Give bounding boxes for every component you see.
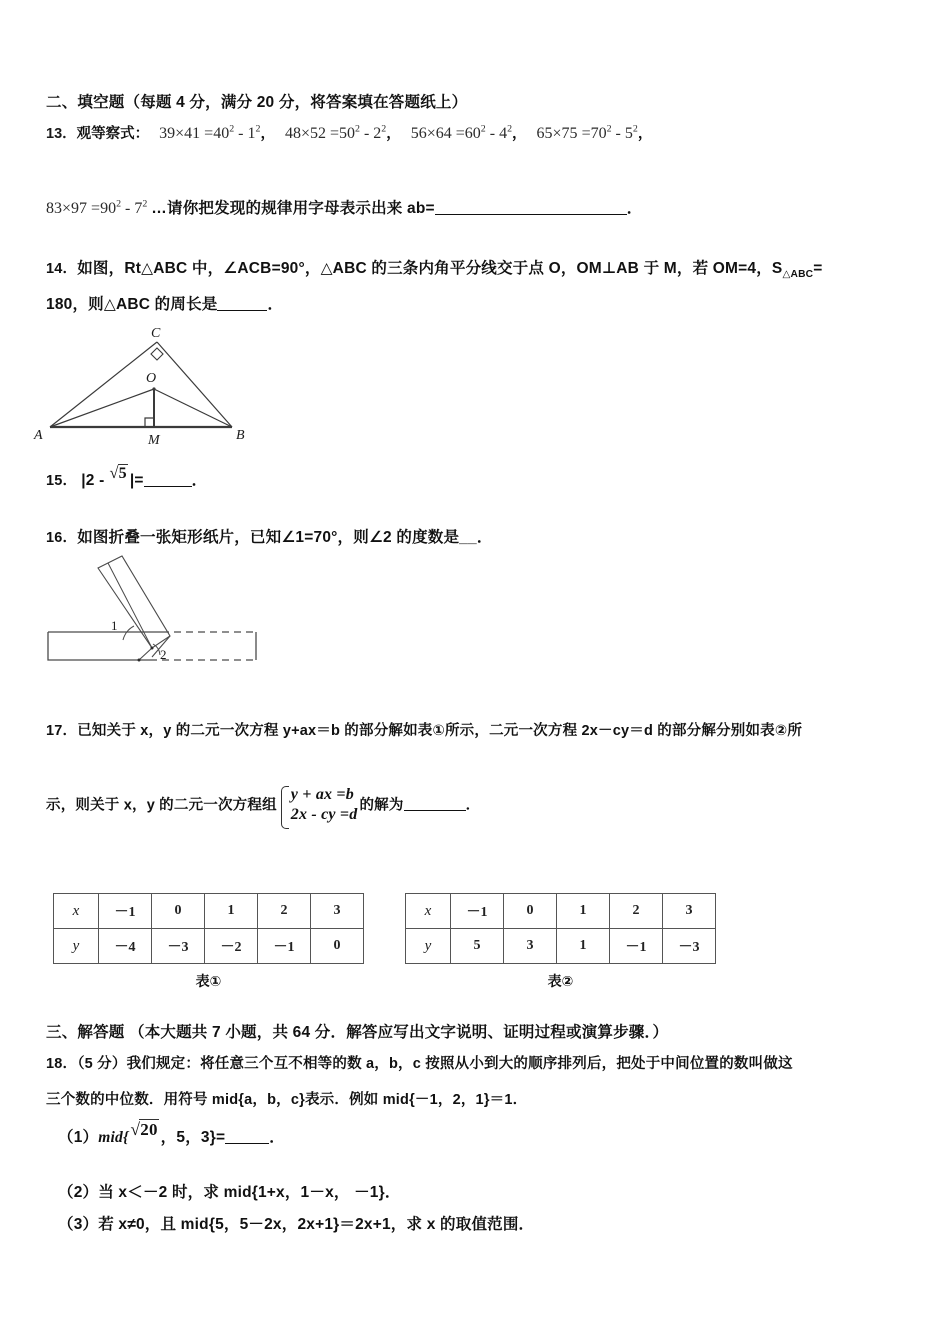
q13-number: 13．	[46, 126, 77, 142]
q13-eq5-exp2: 2	[142, 198, 148, 210]
q18-part1-radical	[131, 1120, 159, 1140]
q13-eq2-equals: =	[329, 125, 339, 142]
q18-part1-post: ，5，3}=	[160, 1129, 226, 1146]
q13-eq4-minus: -	[615, 125, 621, 142]
triangle-figure-svg	[30, 322, 280, 448]
question-18-part-2	[58, 1180, 401, 1202]
q15-answer-blank[interactable]	[144, 486, 192, 487]
q18-part1-radicand: 20	[140, 1120, 158, 1139]
q13-eq3-minus: -	[489, 125, 496, 142]
t1-row2-header: y	[54, 929, 99, 964]
q18-part1-answer-blank[interactable]	[225, 1143, 269, 1144]
question-17-line-2	[46, 785, 936, 826]
table-row	[54, 894, 364, 929]
label-C: C	[151, 326, 161, 341]
q13-eq4-equals: =	[581, 125, 591, 142]
t1-row1-cell-3: 2	[258, 894, 311, 929]
t2-row1-cell-3: 2	[610, 894, 663, 929]
t1-row1-cell-4: 3	[311, 894, 364, 929]
q13-eq4-left: 65×75	[536, 125, 578, 142]
question-15	[46, 463, 208, 490]
t2-row1-header: x	[406, 894, 451, 929]
label-M: M	[148, 433, 160, 448]
q15-radical-symbol: √	[109, 463, 119, 482]
q13-eq1-tail: ，	[260, 126, 275, 142]
section-three-heading	[46, 1020, 936, 1042]
fold-crease-line	[108, 563, 152, 648]
figure-right-triangle-incenter	[30, 322, 280, 448]
q13-eq2-base2: 2	[373, 125, 382, 142]
q16-period: ．	[476, 529, 493, 546]
t2-row2-cell-2: 1	[557, 929, 610, 964]
q13-eq2-exp1: 2	[355, 123, 360, 135]
q13-eq2-left: 48×52	[284, 125, 326, 142]
table-row	[406, 894, 716, 929]
q13-eq4-exp2: 2	[632, 123, 638, 135]
q13-eq5-exp1: 2	[116, 198, 122, 210]
q17-system-brace	[279, 785, 358, 826]
label-O: O	[146, 371, 157, 386]
q13-stem: 观等察式：	[76, 126, 150, 142]
table-2-wrapper	[405, 893, 716, 991]
question-16	[46, 525, 926, 547]
q13-eq4-exp1: 2	[606, 123, 612, 135]
q14-subscript: △ABC	[782, 269, 814, 281]
q13-period: ．	[626, 200, 643, 217]
question-18-line-1	[46, 1052, 936, 1073]
q13-eq3-exp1: 2	[480, 123, 486, 135]
q13-eq5-left: 83×97	[46, 200, 88, 217]
q13-eq1-left: 39×41	[159, 125, 201, 142]
label-B: B	[236, 428, 245, 443]
q13-eq3-equals: =	[455, 125, 465, 142]
q13-equation-1	[155, 125, 260, 142]
q13-tail-text: …请你把发现的规律用字母表示出来 ab=	[151, 200, 435, 217]
section-two-heading-text: 二、填空题（每题 4 分，满分 20 分，将答案填在答题纸上）	[46, 94, 468, 111]
t1-row2-cell-4: 0	[311, 929, 364, 964]
question-17-line-1	[46, 719, 936, 740]
q14-number: 14．	[46, 261, 78, 277]
table-2	[405, 893, 716, 964]
t1-row2-cell-3: －1	[258, 929, 311, 964]
q15-number: 15．	[46, 473, 78, 489]
q14-text-1: 如图，Rt△ABC 中，∠ACB=90°，△ABC 的三条内角平分线交于点 O，OM⊥AB 于 M，若 OM=4，S	[77, 260, 783, 277]
q13-eq1-base1: 40	[213, 125, 230, 142]
t1-row2-cell-1: －3	[152, 929, 205, 964]
q13-equation-4	[533, 125, 638, 142]
section-three-heading-text: 三、解答题 （本大题共 7 小题，共 64 分．解答应写出文字说明、证明过程或演算步骤．）	[46, 1024, 669, 1041]
q18-text-1: （5 分）我们规定：将任意三个互不相等的数 a，b，c 按照从小到大的顺序排列后，把处于中间位置的数叫做这	[77, 1056, 793, 1072]
q13-equation-2	[281, 125, 386, 142]
t2-row1-cell-1: 0	[504, 894, 557, 929]
figure-folded-paper	[40, 552, 280, 674]
q13-eq1-base2: 1	[247, 125, 256, 142]
q14-equals: =	[813, 260, 823, 277]
q14-period: ．	[267, 296, 284, 313]
question-18-part-1	[58, 1120, 285, 1147]
q15-expr-suffix: |=	[129, 472, 144, 489]
q13-equation-3	[407, 125, 512, 142]
q17-system-row-1: y + ax =b	[290, 786, 354, 803]
q14-text-2: 180，则△ABC 的周长是	[46, 296, 218, 313]
table-row	[54, 929, 364, 964]
point-O-dot	[152, 387, 155, 390]
q17-answer-blank[interactable]	[404, 810, 466, 811]
q17-text-1: 已知关于 x，y 的二元一次方程 y+ax＝b 的部分解如表①所示，二元一次方程 2x－cy＝d 的部分解分别如表②所	[77, 723, 803, 739]
q18-part2-text: （2）当 x＜－2 时，求 mid{1+x，1－x， －1}．	[58, 1184, 401, 1201]
q17-text-2-post: 的解为	[359, 797, 404, 814]
table-row	[406, 929, 716, 964]
q18-number: 18．	[46, 1056, 78, 1072]
q13-eq2-exp2: 2	[381, 123, 387, 135]
q13-eq3-base1: 60	[464, 125, 481, 142]
q13-eq3-left: 56×64	[410, 125, 452, 142]
q13-eq1-exp2: 2	[255, 123, 261, 135]
right-angle-mark-C	[151, 348, 163, 360]
t1-row1-cell-2: 1	[205, 894, 258, 929]
question-13-line-2	[46, 196, 926, 218]
segment-OB	[154, 389, 232, 427]
q18-text-2: 三个数的中位数．用符号 mid{a，b，c}表示．例如 mid{－1，2，1}＝1．	[46, 1092, 528, 1108]
t2-row1-cell-2: 1	[557, 894, 610, 929]
q13-eq3-tail: ，	[512, 126, 527, 142]
q13-eq3-base2: 4	[499, 125, 508, 142]
question-13-line-1	[46, 122, 926, 143]
t1-row2-cell-2: －2	[205, 929, 258, 964]
q13-eq2-tail: ，	[386, 126, 401, 142]
t2-row2-cell-0: 5	[451, 929, 504, 964]
q13-eq1-exp1: 2	[229, 123, 235, 135]
q14-answer-blank[interactable]	[217, 310, 267, 311]
t1-row1-header: x	[54, 894, 99, 929]
t1-row1-cell-1: 0	[152, 894, 205, 929]
q13-eq5-base2: 7	[134, 200, 143, 217]
t2-row2-cell-1: 3	[504, 929, 557, 964]
q18-part3-text: （3）若 x≠0，且 mid{5，5－2x，2x+1}＝2x+1，求 x 的取值范围．	[58, 1216, 535, 1233]
q13-eq2-base1: 50	[339, 125, 355, 142]
angle-1-arc	[123, 626, 134, 640]
t2-row1-cell-4: 3	[663, 894, 716, 929]
segment-AO	[50, 389, 154, 427]
q15-period: ．	[191, 472, 208, 489]
table-2-caption: 表②	[547, 973, 574, 989]
q13-eq5-base1: 90	[100, 200, 117, 217]
q13-eq5-equals: =	[91, 200, 101, 217]
q18-part1-period: ．	[269, 1129, 285, 1146]
base-vertex-dot	[138, 659, 141, 662]
q17-period: ．	[465, 797, 481, 814]
q13-eq1-equals: =	[204, 125, 214, 142]
label-A: A	[34, 428, 43, 443]
folded-flap	[98, 556, 170, 648]
label-angle-1: 1	[111, 618, 118, 633]
segment-AC	[50, 342, 157, 427]
t1-row1-cell-0: －1	[99, 894, 152, 929]
flap-leg-left	[139, 648, 152, 660]
q13-eq4-base2: 5	[624, 125, 633, 142]
q17-text-2-pre: 示，则关于 x，y 的二元一次方程组	[46, 797, 277, 814]
q13-eq2-minus: -	[363, 125, 370, 142]
question-14-line-2	[46, 292, 926, 314]
t2-row1-cell-0: －1	[451, 894, 504, 929]
t1-row2-cell-0: －4	[99, 929, 152, 964]
q15-expr-prefix: |2 -	[81, 472, 105, 489]
t2-row2-header: y	[406, 929, 451, 964]
section-two-heading	[46, 90, 926, 112]
q13-equation-5	[46, 200, 147, 217]
q13-eq5-minus: -	[125, 200, 131, 217]
strip-left-edges	[48, 632, 150, 660]
q18-part1-mid: mid{	[98, 1129, 129, 1146]
right-angle-mark-M	[145, 418, 154, 427]
t2-row2-cell-3: －1	[610, 929, 663, 964]
segment-CB	[157, 342, 232, 427]
q18-part1-prefix: （1）	[58, 1129, 99, 1146]
q13-eq3-exp2: 2	[507, 123, 513, 135]
q13-eq1-minus: -	[238, 125, 244, 142]
q17-number: 17．	[46, 723, 78, 739]
q15-radical	[109, 463, 127, 483]
q16-blank[interactable]: __	[459, 529, 477, 546]
table-1-wrapper	[53, 893, 364, 991]
label-angle-2: 2	[160, 647, 167, 662]
q13-eq4-base1: 70	[590, 125, 607, 142]
table-1	[53, 893, 364, 964]
q16-text: 如图折叠一张矩形纸片，已知∠1=70°，则∠2 的度数是	[77, 529, 460, 546]
question-18-part-3	[58, 1212, 534, 1234]
q15-radicand: 5	[118, 465, 127, 482]
q13-eq4-tail: ，	[637, 126, 653, 142]
question-14-line-1	[46, 256, 926, 281]
table-1-caption: 表①	[195, 973, 222, 989]
question-18-line-2	[46, 1088, 936, 1109]
q18-part1-radical-symbol: √	[130, 1120, 141, 1139]
q17-system-row-2: 2x - cy =d	[290, 806, 358, 824]
q13-answer-blank[interactable]	[435, 214, 627, 215]
q16-number: 16．	[46, 530, 78, 546]
t2-row2-cell-4: －3	[663, 929, 716, 964]
folded-paper-svg	[40, 552, 280, 674]
fold-vertex-dot	[151, 647, 154, 650]
